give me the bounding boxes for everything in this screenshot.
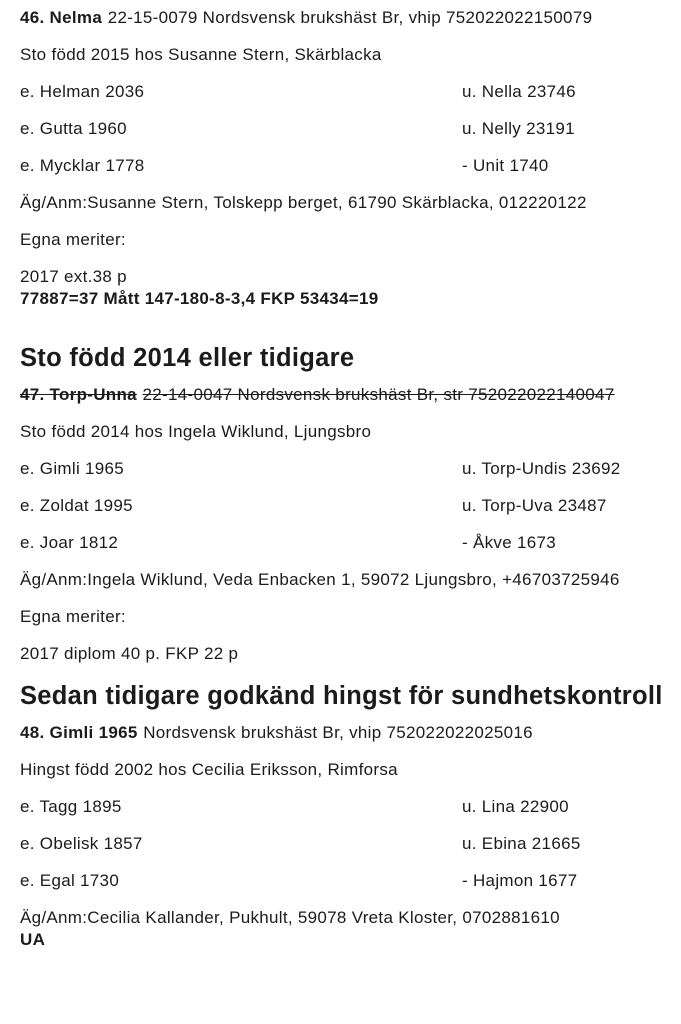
pedigree-row bbox=[20, 870, 663, 892]
sire-name: e. Joar 1812 bbox=[20, 533, 119, 552]
entry-title-rest: Nordsvensk brukshäst Br, vhip 752022022025016 bbox=[143, 723, 533, 742]
section-heading-godkand-hingst: Sedan tidigare godkänd hingst för sundhetskontroll bbox=[20, 682, 663, 710]
sire-name: e. Obelisk 1857 bbox=[20, 834, 143, 853]
dam-name: u. Torp-Uva 23487 bbox=[462, 496, 607, 515]
dam-name: u. Nella 23746 bbox=[462, 82, 576, 101]
entry-title-rest: 22-15-0079 Nordsvensk brukshäst Br, vhip 752022022150079 bbox=[107, 8, 593, 27]
horse-entry-46 bbox=[20, 7, 663, 310]
sire-name: e. Gimli 1965 bbox=[20, 459, 125, 478]
owner-line: Äg/Anm:Cecilia Kallander, Pukhult, 59078 Vreta Kloster, 0702881610 bbox=[20, 908, 560, 927]
entry-title-bold: 46. Nelma bbox=[20, 8, 103, 27]
dam-name: u. Ebina 21665 bbox=[462, 834, 581, 853]
horse-entry-47 bbox=[20, 384, 663, 665]
dam-name: - Unit 1740 bbox=[462, 156, 549, 175]
sire-name: e. Mycklar 1778 bbox=[20, 156, 145, 175]
owner-line: Äg/Anm:Ingela Wiklund, Veda Enbacken 1, 59072 Ljungsbro, +46703725946 bbox=[20, 570, 620, 589]
merits-label: Egna meriter: bbox=[20, 607, 126, 626]
sire-name: e. Tagg 1895 bbox=[20, 797, 122, 816]
pedigree-row bbox=[20, 155, 663, 177]
entry-title-strikethrough bbox=[20, 384, 663, 406]
dam-name: - Åkve 1673 bbox=[462, 533, 557, 552]
entry-title bbox=[20, 722, 663, 744]
entry-title-bold: 47. Torp-Unna bbox=[20, 385, 137, 404]
dam-name: u. Lina 22900 bbox=[462, 797, 569, 816]
sire-name: e. Egal 1730 bbox=[20, 871, 120, 890]
pedigree-row bbox=[20, 118, 663, 140]
merits-label: Egna meriter: bbox=[20, 230, 126, 249]
merit-line: 2017 ext.38 p bbox=[20, 267, 127, 286]
section-heading-sto-fodd-2014: Sto född 2014 eller tidigare bbox=[20, 344, 355, 372]
sire-name: e. Gutta 1960 bbox=[20, 119, 127, 138]
dam-name: u. Nelly 23191 bbox=[462, 119, 575, 138]
dam-name: - Hajmon 1677 bbox=[462, 871, 578, 890]
sire-name: e. Helman 2036 bbox=[20, 82, 145, 101]
owner-line: Äg/Anm:Susanne Stern, Tolskepp berget, 61790 Skärblacka, 012220122 bbox=[20, 193, 587, 212]
entry-title-rest: 22-14-0047 Nordsvensk brukshäst Br, str 752022022140047 bbox=[142, 385, 615, 404]
horse-entry-48 bbox=[20, 722, 663, 951]
pedigree-row bbox=[20, 532, 663, 554]
entry-title bbox=[20, 7, 663, 29]
merit-line: 2017 diplom 40 p. FKP 22 p bbox=[20, 644, 239, 663]
merit-record-line: 77887=37 Mått 147-180-8-3,4 FKP 53434=19 bbox=[20, 289, 379, 308]
sire-name: e. Zoldat 1995 bbox=[20, 496, 133, 515]
dam-name: u. Torp-Undis 23692 bbox=[462, 459, 621, 478]
pedigree-row bbox=[20, 833, 663, 855]
birth-line: Sto född 2014 hos Ingela Wiklund, Ljungsbro bbox=[20, 422, 372, 441]
birth-line: Sto född 2015 hos Susanne Stern, Skärblacka bbox=[20, 45, 382, 64]
owner-note: UA bbox=[20, 930, 46, 949]
pedigree-row bbox=[20, 81, 663, 103]
birth-line: Hingst född 2002 hos Cecilia Eriksson, Rimforsa bbox=[20, 760, 398, 779]
pedigree-row bbox=[20, 796, 663, 818]
entry-title-bold: 48. Gimli 1965 bbox=[20, 723, 138, 742]
pedigree-row bbox=[20, 458, 663, 480]
pedigree-row bbox=[20, 495, 663, 517]
